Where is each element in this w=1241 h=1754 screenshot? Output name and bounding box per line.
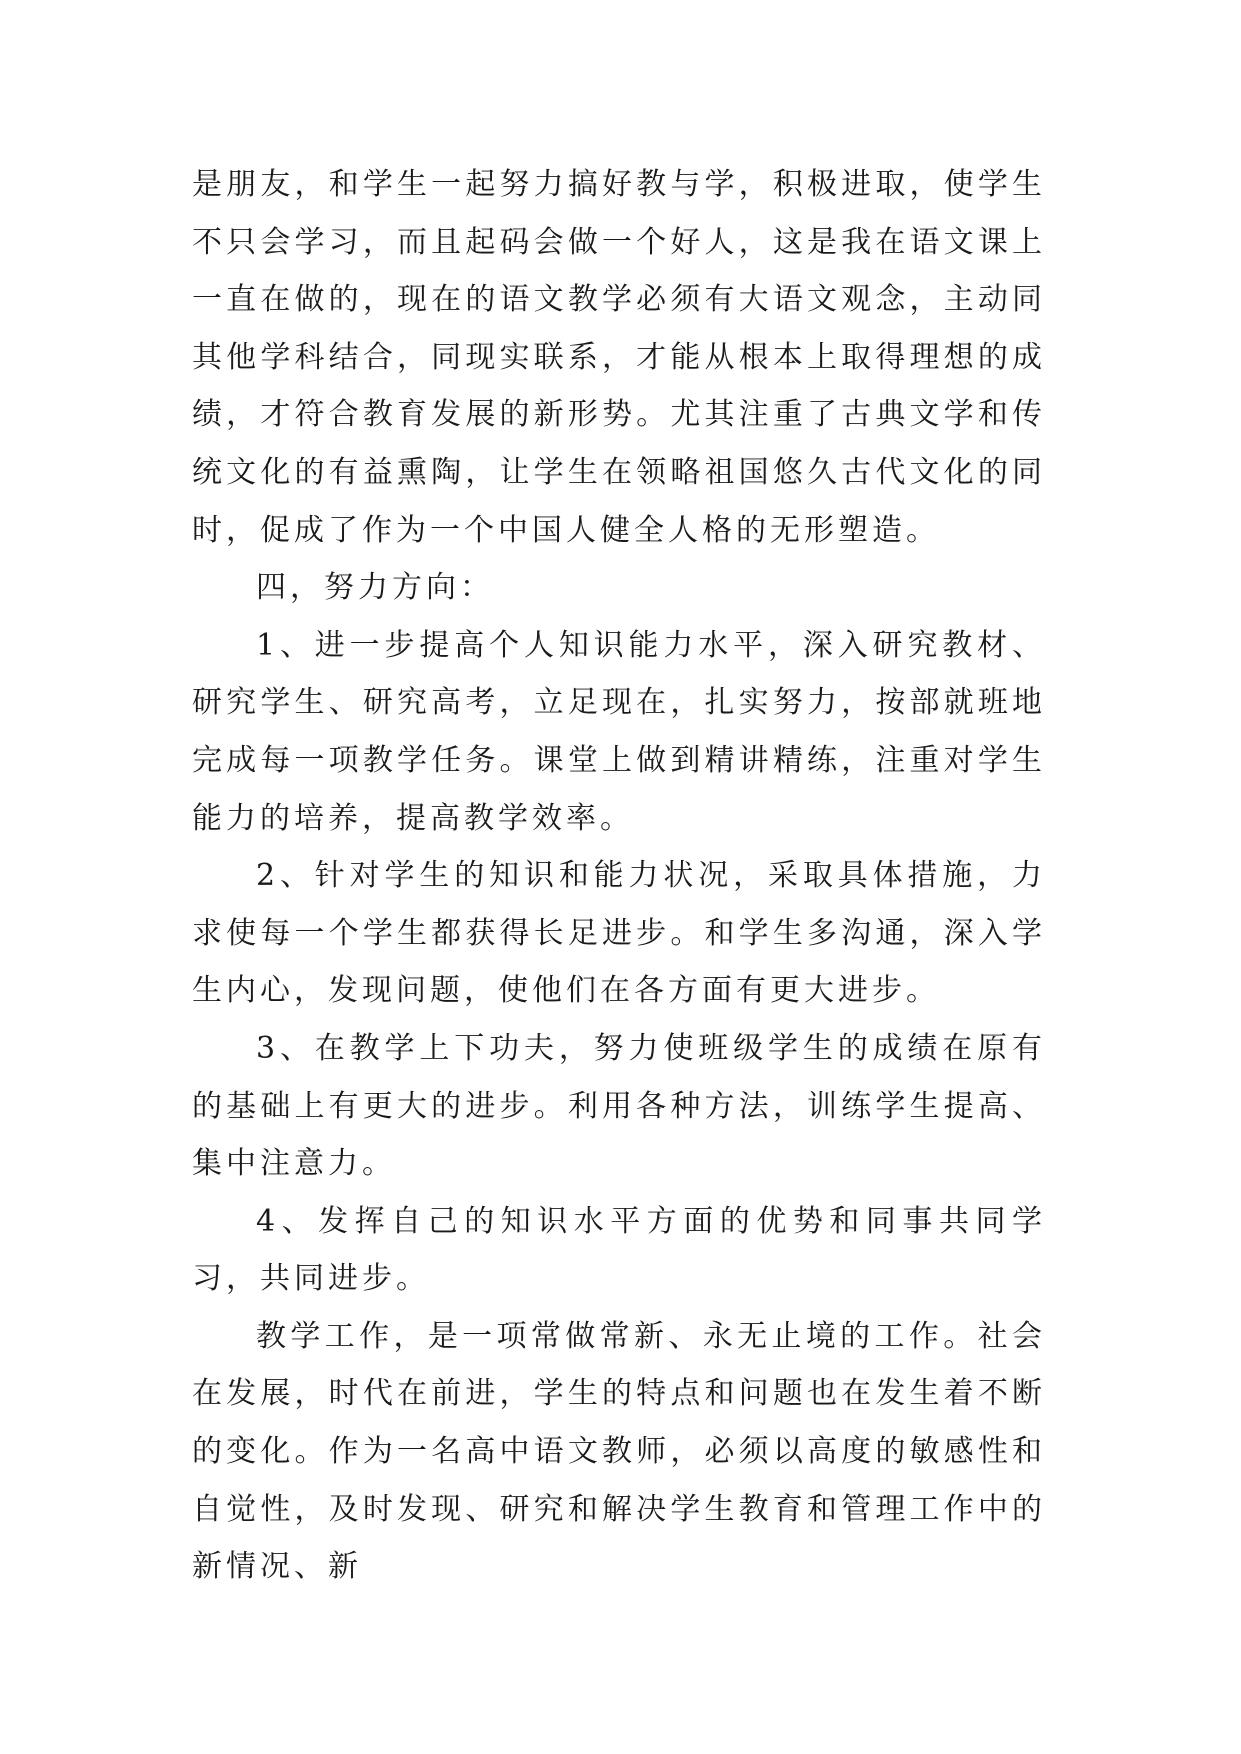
list-item-3: 3、在教学上下功夫，努力使班级学生的成绩在原有的基础上有更大的进步。利用各种方法，训练学生提高、集中注意力。: [192, 1030, 1046, 1182]
paragraph-conclusion: 教学工作，是一项常做常新、永无止境的工作。社会在发展，时代在前进，学生的特点和问题也在发生着不断的变化。作为一名高中语文教师，必须以高度的敏感性和自觉性，及时发现、研究和解决学生教育和管理工作中的新情况、新: [192, 1318, 1046, 1585]
list-item-1: 1、进一步提高个人知识能力水平，深入研究教材、研究学生、研究高考，立足现在，扎实努力，按部就班地完成每一项教学任务。课堂上做到精讲精练，注重对学生能力的培养，提高教学效率。: [192, 627, 1046, 836]
list-item-4: 4、发挥自己的知识水平方面的优势和同事共同学习，共同进步。: [192, 1203, 1046, 1297]
section-heading-direction: 四，努力方向：: [256, 570, 494, 606]
paragraph-continuation: 是朋友，和学生一起努力搞好教与学，积极进取，使学生不只会学习，而且起码会做一个好人，这是我在语文课上一直在做的，现在的语文教学必须有大语文观念，主动同其他学科结合，同现实联系，才能从根本上取得理想的成绩，才符合教育发展的新形势。尤其注重了古典文学和传统文化的有益熏陶，让学生在领略祖国悠久古代文化的同时，促成了作为一个中国人健全人格的无形塑造。: [192, 167, 1046, 548]
document-body: [192, 156, 1046, 1596]
list-item-2: 2、针对学生的知识和能力状况，采取具体措施，力求使每一个学生都获得长足进步。和学生多沟通，深入学生内心，发现问题，使他们在各方面有更大进步。: [192, 858, 1046, 1009]
